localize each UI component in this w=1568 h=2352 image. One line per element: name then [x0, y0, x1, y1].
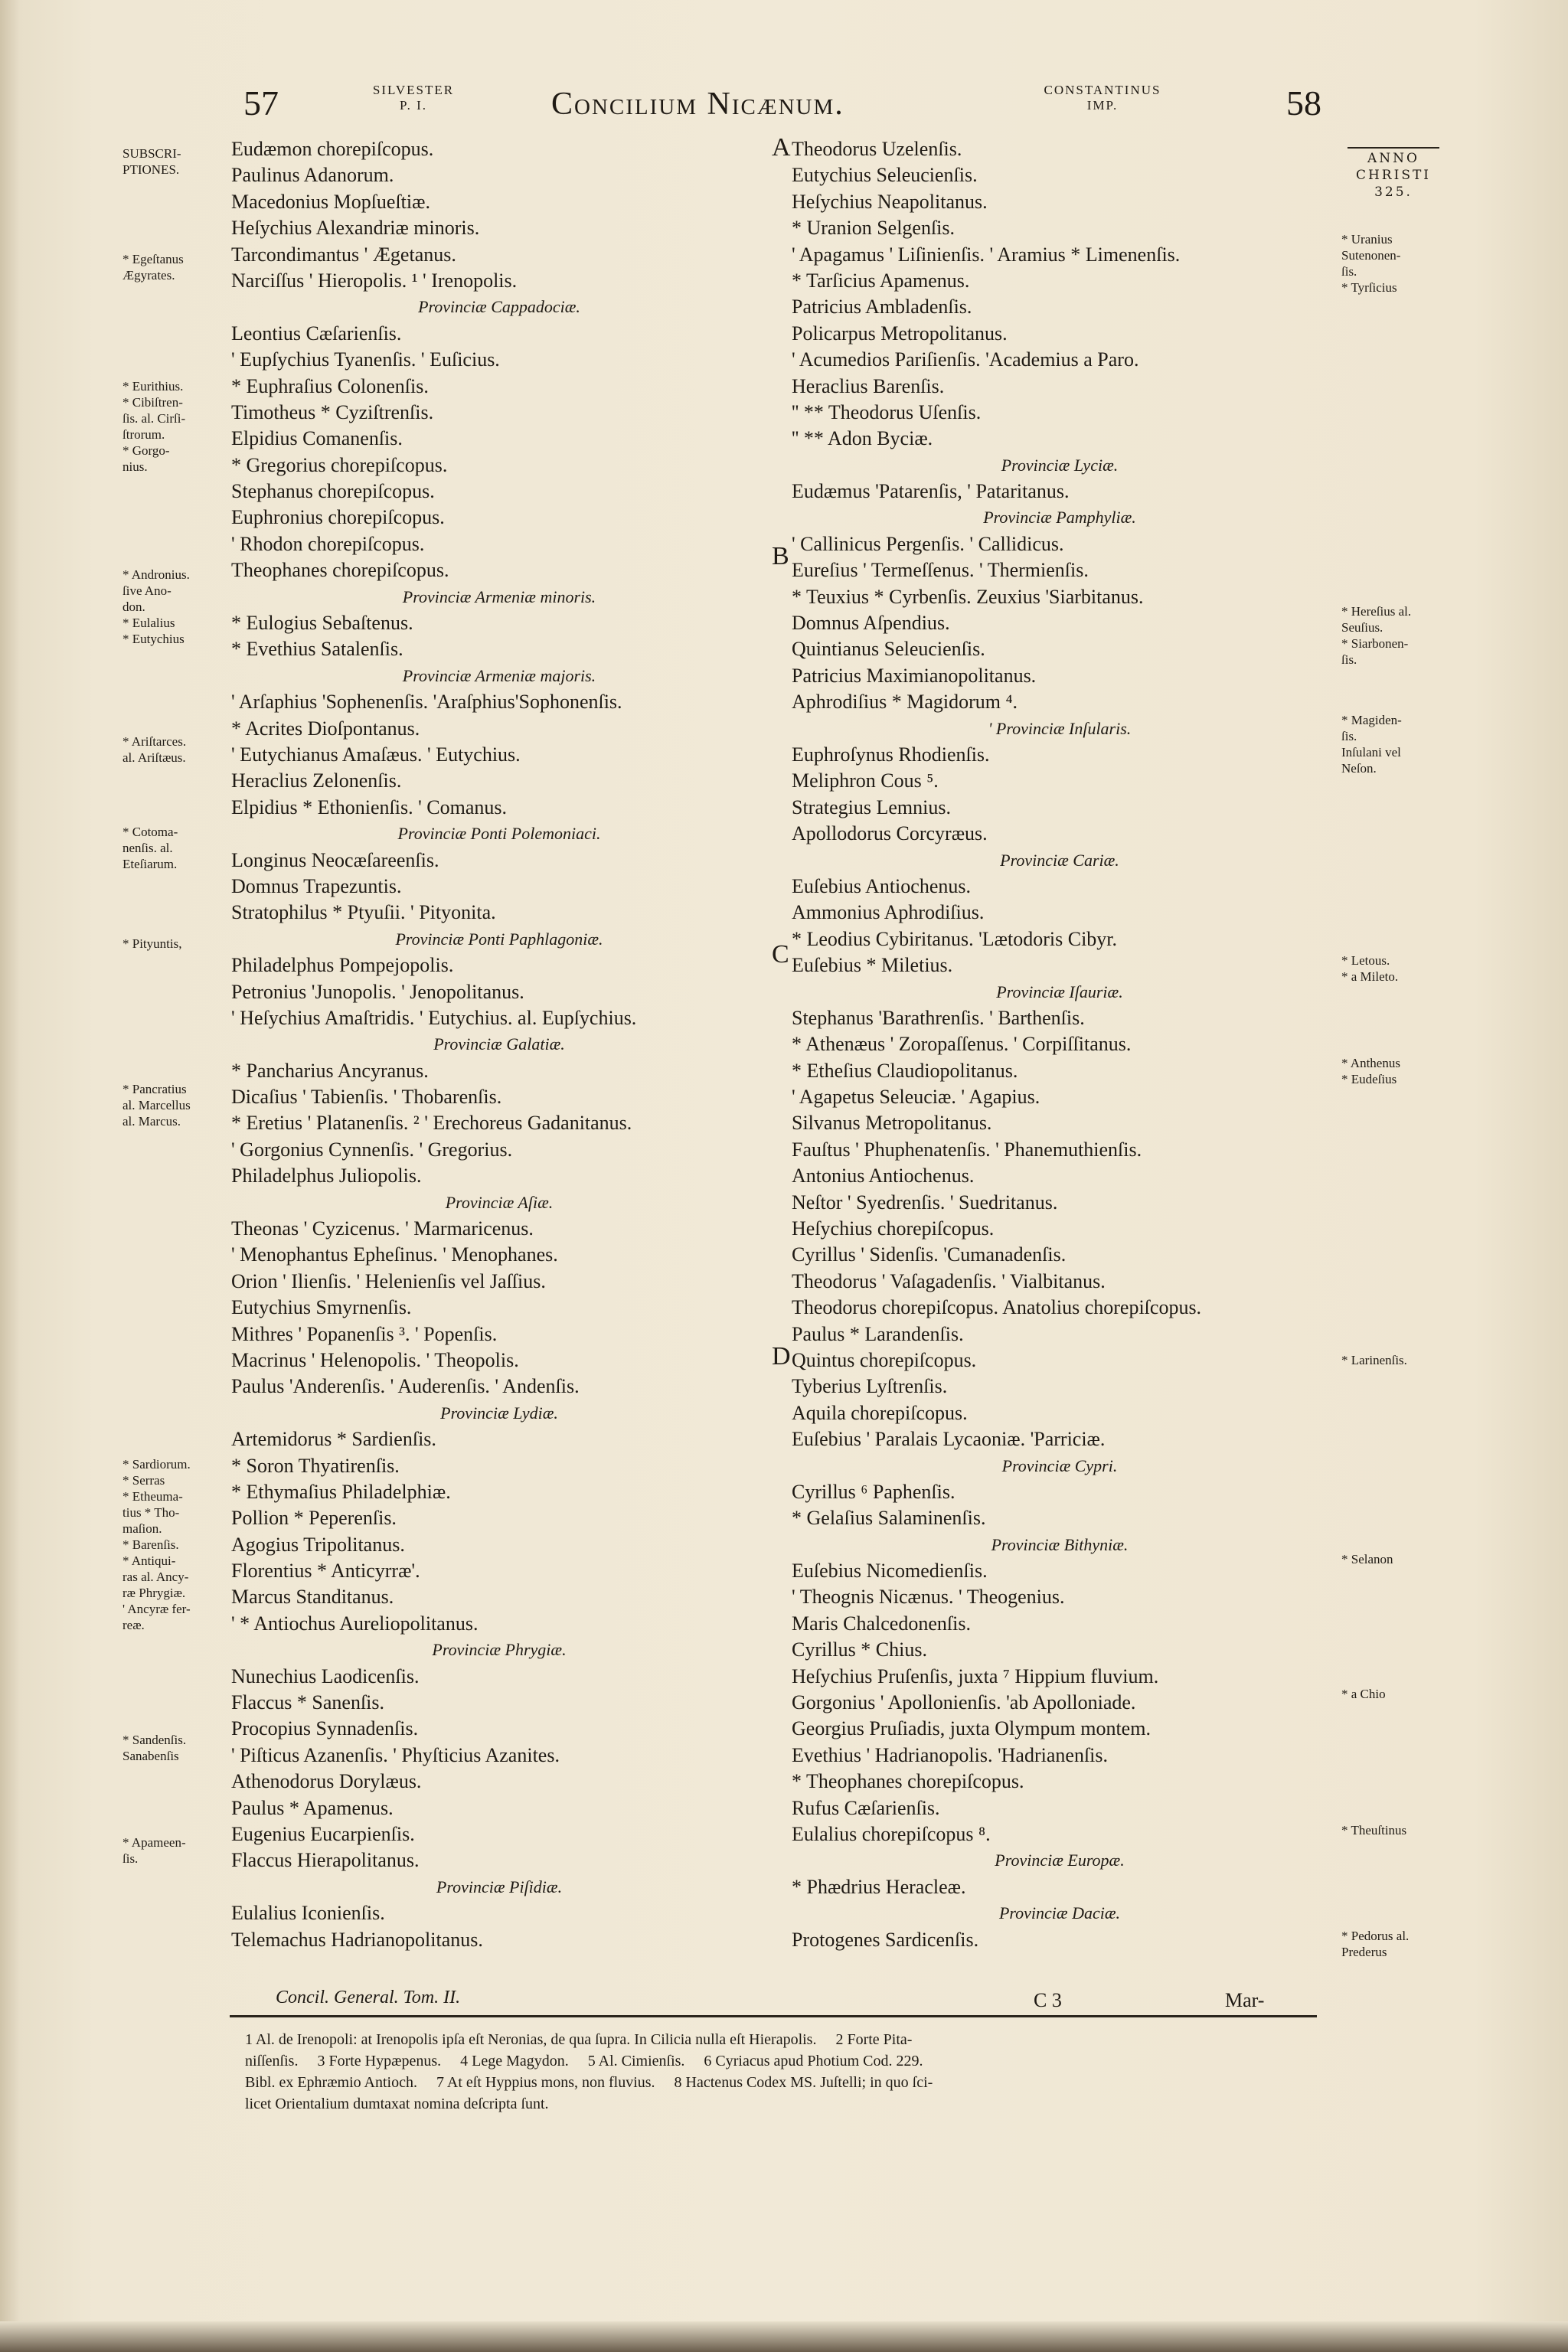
subscription-line: Eulalius chorepiſcopus ⁸. — [792, 1823, 991, 1845]
subscription-line: Florentius * Anticyrræ'. — [231, 1560, 420, 1583]
subscription-line: * Euphraſius Colonenſis. — [231, 374, 429, 397]
subscription-line: Agogius Tripolitanus. — [231, 1533, 405, 1556]
subscription-line: Petronius 'Junopolis. ' Jenopolitanus. — [231, 980, 524, 1003]
subscription-line: Protogenes Sardicenſis. — [792, 1928, 979, 1951]
subscription-line: Eutychius Seleucienſis. — [792, 164, 978, 187]
subscription-line: Elpidius * Ethonienſis. ' Comanus. — [231, 795, 508, 818]
subscription-line: * Theophanes chorepiſcopus. — [792, 1770, 1024, 1793]
subscription-line: Neſtor ' Syedrenſis. ' Suedritanus. — [792, 1191, 1058, 1214]
subscription-line: * Soron Thyatirenſis. — [231, 1454, 400, 1477]
province-heading: Provinciæ Armeniæ minoris. — [402, 586, 596, 606]
subscription-line: Stephanus 'Barathrenſis. ' Barthenſis. — [792, 1006, 1085, 1029]
subscription-line: Theodorus Uzelenſis. — [792, 138, 962, 160]
subscription-line: Theodorus ' Vaſagadenſis. ' Vialbitanus. — [792, 1269, 1106, 1292]
subscription-line: Cyrillus * Chius. — [792, 1638, 927, 1661]
subscription-line: Paulus 'Anderenſis. ' Auderenſis. ' Andenſis. — [231, 1375, 580, 1398]
page-number-right: 58 — [1286, 83, 1321, 122]
subscription-line: Flaccus Hierapolitanus. — [231, 1849, 420, 1872]
subscription-line: * Eretius ' Platanenſis. ² ' Erechoreus Gadanitanus. — [231, 1112, 632, 1135]
footnote-line: 1 Al. de Irenopoli: at Irenopolis ipſa eſt Neronias, de qua ſupra. In Cilicia nulla eſt Hierapolis. 2 Forte Pita- — [245, 2031, 913, 2048]
subscription-line: Theodorus chorepiſcopus. Anatolius chorepiſcopus. — [792, 1296, 1202, 1319]
subscription-line: ' Callinicus Pergenſis. ' Callidicus. — [792, 532, 1064, 555]
subscription-line: Orion ' Ilienſis. ' Helenienſis vel Jaſſius. — [231, 1269, 546, 1292]
footnotes — [245, 2029, 1317, 2115]
subscription-line: Cyrillus ' Sidenſis. 'Cumanadenſis. — [792, 1243, 1067, 1266]
section-letter: B — [772, 542, 789, 570]
subscription-line: Apollodorus Corcyræus. — [792, 822, 988, 845]
subscription-line: Policarpus Metropolitanus. — [792, 322, 1008, 345]
subscription-line: * Tarſicius Apamenus. — [792, 269, 970, 292]
subscription-line: Paulus * Apamenus. — [231, 1796, 394, 1819]
margin-note-left: * Egeſtanus Ægyrates. — [122, 252, 184, 283]
subscription-line: * Phædrius Heracleæ. — [792, 1875, 966, 1898]
margin-note-right: * Larinenſis. — [1341, 1353, 1407, 1367]
subscription-line: * Pancharius Ancyranus. — [231, 1059, 429, 1082]
subscription-line: '' ** Theodorus Uſenſis. — [792, 400, 982, 423]
subscription-line: Eulalius Iconienſis. — [231, 1902, 385, 1925]
subscription-line: Evethius ' Hadrianopolis. 'Hadrianenſis. — [792, 1743, 1109, 1766]
province-heading: Provinciæ Phrygiæ. — [432, 1640, 567, 1660]
margin-note-left: * Pancratius al. Marcellus al. Marcus. — [122, 1082, 191, 1129]
binding-edge — [0, 0, 20, 2352]
subscription-line: * Leodius Cybiritanus. 'Lætodoris Cibyr. — [792, 927, 1118, 950]
subscription-line: ' Eupſychius Tyanenſis. ' Euſicius. — [231, 348, 500, 371]
subscription-line: Eudæmon chorepiſcopus. — [231, 138, 434, 160]
subscription-line: Timotheus * Cyziſtrenſis. — [231, 400, 434, 423]
subscription-line: Tarcondimantus ' Ægetanus. — [231, 243, 456, 266]
subscription-line: Euphronius chorepiſcopus. — [231, 506, 445, 529]
section-letter: D — [772, 1342, 791, 1370]
subscription-line: '' ** Adon Byciæ. — [792, 427, 933, 450]
margin-note-left: * Cotoma- nenſis. al. Eteſiarum. — [122, 825, 178, 871]
subscription-line: * Uranion Selgenſis. — [792, 217, 956, 240]
subscription-line: Flaccus * Sanenſis. — [231, 1691, 385, 1714]
page-title: Concilium Nicænum. — [551, 87, 844, 122]
subscription-line: Eudæmus 'Patarenſis, ' Pataritanus. — [792, 480, 1070, 503]
subscription-line: Rufus Cæſarienſis. — [792, 1796, 940, 1819]
subscription-line: ' Arſaphius 'Sophenenſis. 'Araſphius'Sophonenſis. — [231, 691, 622, 714]
subscription-line: * Gelaſius Salaminenſis. — [792, 1507, 986, 1530]
subscription-line: Patricius Ambladenſis. — [792, 296, 972, 318]
subscription-line: Quintianus Seleucienſis. — [792, 638, 985, 661]
province-heading: Provinciæ Ponti Paphlagoniæ. — [395, 929, 603, 949]
subscription-line: Euſebius Nicomedienſis. — [792, 1560, 988, 1583]
subscription-line: Macrinus ' Helenopolis. ' Theopolis. — [231, 1348, 519, 1371]
subscription-line: * Athenæus ' Zoropaſſenus. ' Corpiſſitanus. — [792, 1033, 1132, 1056]
margin-note-left: * Andronius. ſive Ano- don. * Eulalius * Eutychius — [122, 567, 190, 646]
subscription-line: Meliphron Cous ⁵. — [792, 769, 939, 792]
subscription-line: Paulus * Larandenſis. — [792, 1322, 964, 1345]
subscription-line: Heſychius Neapolitanus. — [792, 190, 988, 213]
margin-note-right: * Letous. * a Mileto. — [1341, 953, 1399, 984]
province-heading: Provinciæ Cappadociæ. — [418, 297, 580, 317]
subscription-line: Marcus Standitanus. — [231, 1586, 394, 1609]
subscription-line: Pollion * Peperenſis. — [231, 1507, 397, 1530]
subscription-line: Heſychius Pruſenſis, juxta ⁷ Hippium fluvium. — [792, 1664, 1159, 1687]
subscription-line: Heſychius chorepiſcopus. — [792, 1217, 995, 1240]
margin-note-right: * a Chio — [1341, 1687, 1386, 1701]
subscription-line: Theophanes chorepiſcopus. — [231, 559, 449, 582]
margin-note-right: * Hereſius al. Seuſius. * Siarbonen- ſis. — [1341, 604, 1412, 667]
margin-note-left: * Ariſtarces. al. Ariſtæus. — [122, 734, 187, 765]
subscription-line: Patricius Maximianopolitanus. — [792, 664, 1037, 687]
page-bottom-edge — [0, 2321, 1568, 2352]
footer-sheet-mark: C 3 — [1034, 1989, 1062, 2011]
subscription-line: Artemidorus * Sardienſis. — [231, 1428, 436, 1451]
province-heading: Provinciæ Europæ. — [995, 1851, 1125, 1870]
province-heading: Provinciæ Pamphyliæ. — [983, 508, 1136, 528]
province-heading: Provinciæ Ponti Polemoniaci. — [397, 824, 601, 844]
province-heading: Provinciæ Daciæ. — [998, 1903, 1121, 1923]
subscription-line: Macedonius Mopſueſtiæ. — [231, 190, 430, 213]
page-number-left: 57 — [243, 83, 279, 122]
running-head-right-title: IMP. — [1086, 98, 1119, 113]
subscription-line: Aquila chorepiſcopus. — [792, 1401, 968, 1424]
province-heading: Provinciæ Cariæ. — [1000, 850, 1119, 870]
subscription-line: ' Apagamus ' Liſinienſis. ' Aramius * Limenenſis. — [792, 243, 1181, 266]
subscription-line: Heſychius Alexandriæ minoris. — [231, 217, 480, 240]
margin-note-left: * Eurithius. * Cibiſtren- ſis. al. Cirſi- ſtrorum. * Gorgo- nius. — [122, 379, 186, 474]
subscription-line: Procopius Synnadenſis. — [231, 1717, 419, 1740]
footnote-rule — [230, 2015, 1317, 2017]
running-head-left-name: SILVESTER — [372, 83, 455, 97]
subscription-line: Euſebius Antiochenus. — [792, 874, 971, 897]
margin-note-left: * Pityuntis, — [122, 936, 182, 951]
right-column — [792, 136, 1328, 1953]
footnote-line: Bibl. ex Ephræmio Antioch. 7 At eſt Hyppius mons, non fluvius. 8 Hactenus Codex MS. Juſtelli; in quo ſci- — [245, 2074, 933, 2091]
province-heading: Provinciæ Galatiæ. — [433, 1034, 565, 1054]
province-heading: ' Provinciæ Inſularis. — [988, 718, 1132, 738]
subscription-line: Eugenius Eucarpienſis. — [231, 1823, 415, 1845]
subscription-line: Heraclius Zelonenſis. — [231, 769, 402, 792]
subscription-line: Mithres ' Popanenſis ³. ' Popenſis. — [231, 1322, 498, 1345]
subscription-line: Ammonius Aphrodiſius. — [792, 901, 985, 924]
anno-christi-box — [1348, 147, 1439, 201]
footnote-line: niſſenſis. 3 Forte Hypæpenus. 4 Lege Magydon. 5 Al. Cimienſis. 6 Cyriacus apud Photium Cod. 229. — [245, 2053, 923, 2069]
subscription-line: ' Gorgonius Cynnenſis. ' Gregorius. — [231, 1138, 513, 1161]
subscription-line: Strategius Lemnius. — [792, 795, 951, 818]
running-head-right-name: CONSTANTINUS — [1044, 83, 1161, 97]
margin-note-right: * Uranius Sutenonen- ſis. * Tyrſicius — [1341, 232, 1401, 295]
subscription-line: Tyberius Lyſtrenſis. — [792, 1375, 948, 1398]
anno-rule — [1348, 147, 1439, 149]
subscription-line: Telemachus Hadrianopolitanus. — [231, 1928, 483, 1951]
subscription-line: Silvanus Metropolitanus. — [792, 1112, 992, 1135]
margin-note-left: * Sardiorum. * Serras * Etheuma- tius * Tho- maſion. * Barenſis. * Antiqui- ras al. Ancy- ræ Phrygiæ. ' Ancyræ fer- reæ. — [122, 1457, 191, 1632]
subscription-line: ' * Antiochus Aureliopolitanus. — [231, 1612, 479, 1635]
province-heading: Provinciæ Lydiæ. — [440, 1403, 558, 1423]
subscription-line: Paulinus Adanorum. — [231, 164, 394, 187]
section-letter: A — [772, 133, 791, 162]
subscription-line: * Teuxius * Cyrbenſis. Zeuxius 'Siarbitanus. — [792, 585, 1144, 608]
subscription-line: Elpidius Comanenſis. — [231, 427, 403, 450]
subscription-line: Philadelphus Juliopolis. — [231, 1165, 422, 1187]
footer-catchword: Mar- — [1225, 1989, 1265, 2011]
subscription-line: Narciſſus ' Hieropolis. ¹ ' Irenopolis. — [231, 269, 518, 292]
margin-note-left: * Apameen- ſis. — [122, 1835, 186, 1866]
margin-note-right: * Theuſtinus — [1341, 1823, 1407, 1838]
province-heading: Provinciæ Armeniæ majoris. — [402, 665, 596, 685]
subscription-line: Antonius Antiochenus. — [792, 1165, 975, 1187]
footer-signature: Concil. General. Tom. II. — [276, 1988, 461, 2007]
province-heading: Provinciæ Aſiæ. — [445, 1192, 554, 1212]
subscription-line: Fauſtus ' Phuphenatenſis. ' Phanemuthienſis. — [792, 1138, 1142, 1161]
subscription-line: * Acrites Dioſpontanus. — [231, 717, 420, 740]
margin-note-right: * Selanon — [1341, 1552, 1393, 1566]
subscription-line: Euſebius * Miletius. — [792, 954, 953, 977]
left-column — [231, 136, 767, 1953]
subscription-line: Cyrillus ⁶ Paphenſis. — [792, 1480, 956, 1503]
footnote-line: licet Orientalium dumtaxat nomina deſcripta ſunt. — [245, 2096, 549, 2112]
subscription-line: Longinus Neocæſareenſis. — [231, 848, 439, 871]
subscription-line: * Ethymaſius Philadelphiæ. — [231, 1480, 451, 1503]
subscription-line: * Gregorius chorepiſcopus. — [231, 453, 448, 476]
province-heading: Provinciæ Iſauriæ. — [996, 982, 1123, 1001]
margin-note-right: * Anthenus * Eudeſius — [1341, 1056, 1400, 1086]
subscription-line: Euſebius ' Paralais Lycaoniæ. 'Parriciæ. — [792, 1428, 1106, 1451]
subscription-line: Stratophilus * Ptyuſii. ' Pityonita. — [231, 901, 496, 924]
anno-label: ANNO — [1367, 151, 1419, 166]
subscription-line: * Etheſius Claudiopolitanus. — [792, 1059, 1018, 1082]
running-head-left — [360, 83, 467, 113]
subscription-line: ' Eutychianus Amaſæus. ' Eutychius. — [231, 743, 521, 766]
margin-note-right: * Magiden- ſis. Inſulani vel Neſon. — [1341, 713, 1402, 776]
subscription-line: ' Heſychius Amaſtridis. ' Eutychius. al. Eupſychius. — [231, 1006, 637, 1029]
subscription-line: ' Acumedios Pariſienſis. 'Academius a Paro. — [792, 348, 1139, 371]
subscription-line: Leontius Cæſarienſis. — [231, 322, 402, 345]
subscription-line: Stephanus chorepiſcopus. — [231, 480, 435, 503]
subscription-line: Georgius Pruſiadis, juxta Olympum montem. — [792, 1717, 1151, 1740]
subscription-line: Eureſius ' Termeſſenus. ' Thermienſis. — [792, 559, 1089, 582]
page-header — [0, 83, 1568, 129]
margin-note-right: * Pedorus al. Prederus — [1341, 1929, 1410, 1959]
subscription-line: Theonas ' Cyzicenus. ' Marmaricenus. — [231, 1217, 534, 1240]
year-label: 325. — [1374, 185, 1413, 200]
subscription-line: Philadelphus Pompejopolis. — [231, 954, 454, 977]
province-heading: Provinciæ Bithyniæ. — [991, 1534, 1129, 1554]
subscription-line: Nunechius Laodicenſis. — [231, 1664, 420, 1687]
margin-note-left: * Sandenſis. Sanabenſis — [122, 1733, 187, 1763]
subscription-line: Domnus Aſpendius. — [792, 612, 950, 635]
subscription-line: Dicaſius ' Tabienſis. ' Thobarenſis. — [231, 1086, 502, 1109]
subscription-line: Athenodorus Dorylæus. — [231, 1770, 422, 1793]
section-letter: C — [772, 940, 789, 969]
province-heading: Provinciæ Lyciæ. — [1001, 455, 1119, 475]
subscription-line: ' Rhodon chorepiſcopus. — [231, 532, 425, 555]
subscription-line: * Evethius Satalenſis. — [231, 638, 403, 661]
running-head-right — [1026, 83, 1179, 113]
subscription-line: * Eulogius Sebaſtenus. — [231, 612, 413, 635]
subscription-line: Euphroſynus Rhodienſis. — [792, 743, 990, 766]
subscription-line: Eutychius Smyrnenſis. — [231, 1296, 412, 1319]
subscription-line: Domnus Trapezuntis. — [231, 874, 402, 897]
subscription-line: Aphrodiſius * Magidorum ⁴. — [792, 691, 1018, 714]
subscription-line: Heraclius Barenſis. — [792, 374, 945, 397]
subscription-line: Quintus chorepiſcopus. — [792, 1348, 977, 1371]
subscription-line: ' Menophantus Epheſinus. ' Menophanes. — [231, 1243, 558, 1266]
christi-label: CHRISTI — [1355, 168, 1432, 183]
subscription-line: Maris Chalcedonenſis. — [792, 1612, 971, 1635]
running-head-left-title: P. I. — [400, 98, 427, 113]
subscription-line: Gorgonius ' Apollonienſis. 'ab Apolloniade. — [792, 1691, 1136, 1714]
province-heading: Provinciæ Piſidiæ. — [436, 1877, 563, 1896]
province-heading: Provinciæ Cypri. — [1001, 1455, 1118, 1475]
margin-note-left: SUBSCRI- PTIONES. — [122, 146, 181, 177]
subscription-line: ' Agapetus Seleuciæ. ' Agapius. — [792, 1086, 1040, 1109]
subscription-line: ' Theognis Nicænus. ' Theogenius. — [792, 1586, 1065, 1609]
subscription-line: ' Piſticus Azanenſis. ' Phyſticius Azanites. — [231, 1743, 560, 1766]
